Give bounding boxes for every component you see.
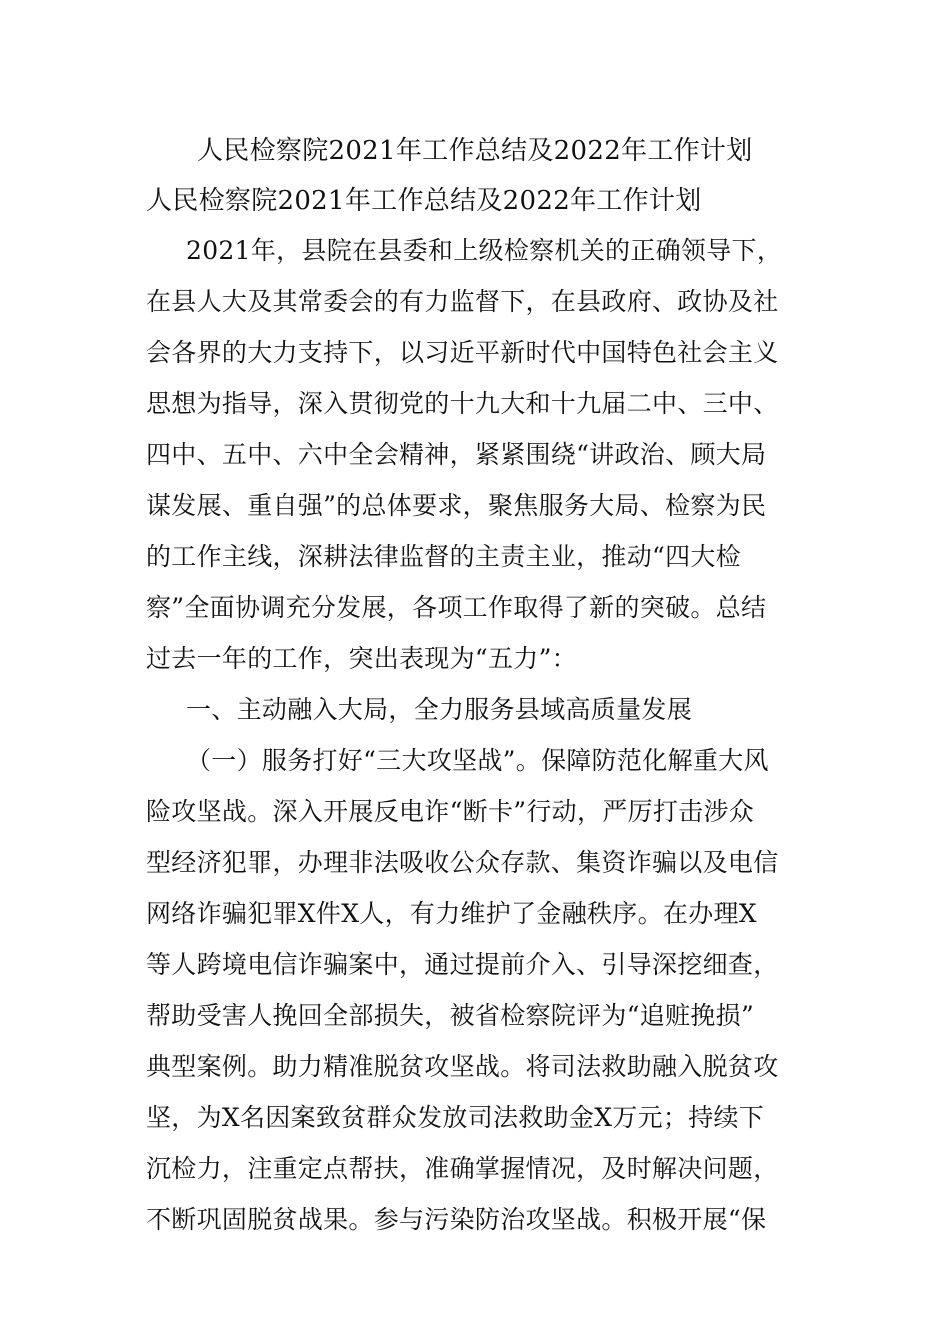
paragraph-line: 在县人大及其常委会的有力监督下，在县政府、政协及社: [146, 287, 779, 316]
section-heading: 一、主动融入大局，全力服务县域高质量发展: [186, 695, 693, 724]
document-title: 人民检察院2021年工作总结及2022年工作计划: [197, 136, 753, 166]
paragraph-line: 2021年，县院在县委和上级检察机关的正确领导下，: [186, 236, 783, 265]
paragraph-line: 险攻坚战。深入开展反电诈“断卡”行动，严厉打击涉众: [146, 797, 755, 826]
paragraph-line: 等人跨境电信诈骗案中，通过提前介入、引导深挖细查，: [146, 950, 779, 979]
paragraph-line: 型经济犯罪，办理非法吸收公众存款、集资诈骗以及电信: [146, 848, 779, 877]
paragraph-line: 典型案例。助力精准脱贫攻坚战。将司法救助融入脱贫攻: [146, 1052, 779, 1081]
paragraph-line: 思想为指导，深入贯彻党的十九大和十九届二中、三中、: [146, 389, 779, 418]
paragraph-line: 四中、五中、六中全会精神，紧紧围绕“讲政治、顾大局: [146, 440, 767, 469]
paragraph-line: 察”全面协调充分发展，各项工作取得了新的突破。总结: [146, 593, 767, 622]
paragraph-line: （一）服务打好“三大攻坚战”。保障防范化解重大风: [186, 746, 769, 775]
paragraph-line: 网络诈骗犯罪X件X人，有力维护了金融秩序。在办理X: [146, 899, 757, 928]
paragraph-line: 帮助受害人挽回全部损失，被省检察院评为“追赃挽损”: [146, 1001, 755, 1030]
paragraph-line: 谋发展、重自强”的总体要求，聚焦服务大局、检察为民: [146, 491, 767, 520]
document-title-repeat: 人民检察院2021年工作总结及2022年工作计划: [146, 186, 702, 216]
paragraph-line: 不断巩固脱贫战果。参与污染防治攻坚战。积极开展“保: [146, 1205, 767, 1234]
paragraph-line: 的工作主线，深耕法律监督的主责主业，推动“四大检: [146, 542, 741, 571]
paragraph-line: 坚，为X名因案致贫群众发放司法救助金X万元；持续下: [146, 1103, 765, 1132]
paragraph-line: 会各界的大力支持下，以习近平新时代中国特色社会主义: [146, 338, 779, 367]
paragraph-line: 沉检力，注重定点帮扶，准确掌握情况，及时解决问题，: [146, 1154, 779, 1183]
paragraph-line: 过去一年的工作，突出表现为“五力”：: [146, 644, 577, 673]
